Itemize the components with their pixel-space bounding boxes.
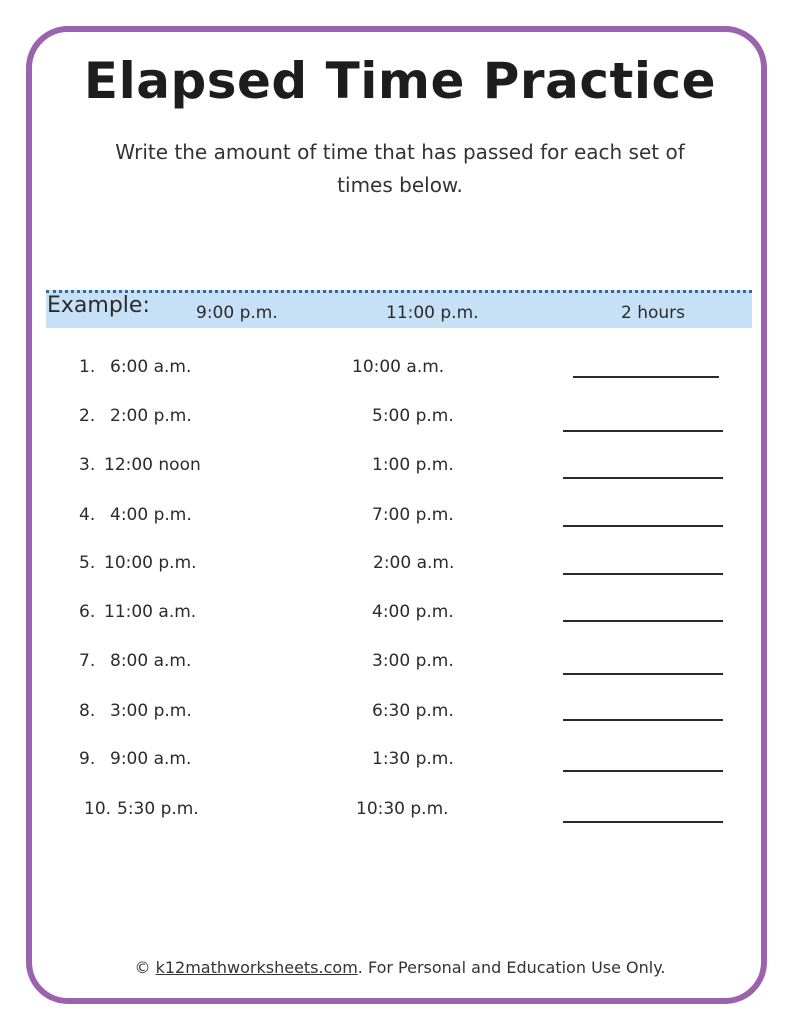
answer-blank[interactable] (563, 770, 723, 772)
answer-blank[interactable] (563, 573, 723, 575)
answer-blank[interactable] (563, 620, 723, 622)
problem-end-time: 10:30 p.m. (356, 799, 449, 819)
problem-start-time: 6:00 a.m. (110, 357, 192, 377)
problem-end-time: 1:30 p.m. (372, 749, 454, 769)
example-start-time: 9:00 p.m. (196, 303, 278, 323)
problem-start-time: 3:00 p.m. (110, 701, 192, 721)
problem-start-time: 12:00 noon (104, 455, 201, 475)
problem-row-5 (0, 553, 800, 583)
answer-blank[interactable] (563, 673, 723, 675)
problem-start-time: 5:30 p.m. (117, 799, 199, 819)
problem-start-time: 11:00 a.m. (104, 602, 197, 622)
problem-number: 8. (79, 701, 96, 721)
problem-number: 1. (79, 357, 96, 377)
example-label: Example: (47, 293, 150, 318)
answer-blank[interactable] (563, 477, 723, 479)
worksheet-title: Elapsed Time Practice (83, 52, 717, 110)
problem-end-time: 2:00 a.m. (373, 553, 455, 573)
problem-row-4 (0, 505, 800, 535)
problem-row-8 (0, 701, 800, 731)
problem-start-time: 4:00 p.m. (110, 505, 192, 525)
problem-end-time: 3:00 p.m. (372, 651, 454, 671)
answer-blank[interactable] (563, 430, 723, 432)
example-answer: 2 hours (621, 303, 686, 323)
problem-start-time: 9:00 a.m. (110, 749, 192, 769)
problem-row-6 (0, 602, 800, 632)
problem-end-time: 10:00 a.m. (352, 357, 445, 377)
worksheet-instructions: Write the amount of time that has passed for each set of times below. (115, 140, 685, 197)
problem-number: 9. (79, 749, 96, 769)
problem-end-time: 7:00 p.m. (372, 505, 454, 525)
problem-row-10 (0, 799, 800, 829)
example-end-time: 11:00 p.m. (386, 303, 479, 323)
problem-number: 4. (79, 505, 96, 525)
problem-number: 3. (79, 455, 96, 475)
problem-number: 10. (84, 799, 112, 819)
problem-number: 6. (79, 602, 96, 622)
site-link[interactable]: k12mathworksheets.com (155, 958, 358, 977)
problem-end-time: 6:30 p.m. (372, 701, 454, 721)
problem-number: 2. (79, 406, 96, 426)
answer-blank[interactable] (563, 719, 723, 721)
problem-start-time: 8:00 a.m. (110, 651, 192, 671)
answer-blank[interactable] (563, 821, 723, 823)
footer (0, 958, 800, 977)
problem-row-2 (0, 406, 800, 436)
example-row (46, 290, 752, 328)
problem-start-time: 2:00 p.m. (110, 406, 192, 426)
problem-number: 7. (79, 651, 96, 671)
usage-notice: . For Personal and Education Use Only. (357, 958, 666, 977)
problem-end-time: 5:00 p.m. (372, 406, 454, 426)
problem-number: 5. (79, 553, 96, 573)
copyright-symbol: © (134, 958, 151, 977)
answer-blank[interactable] (573, 376, 719, 378)
answer-blank[interactable] (563, 525, 723, 527)
problem-row-9 (0, 749, 800, 779)
problem-end-time: 4:00 p.m. (372, 602, 454, 622)
problem-row-7 (0, 651, 800, 681)
problem-start-time: 10:00 p.m. (104, 553, 197, 573)
problem-row-3 (0, 455, 800, 485)
problem-row-1 (0, 357, 800, 387)
problem-end-time: 1:00 p.m. (372, 455, 454, 475)
